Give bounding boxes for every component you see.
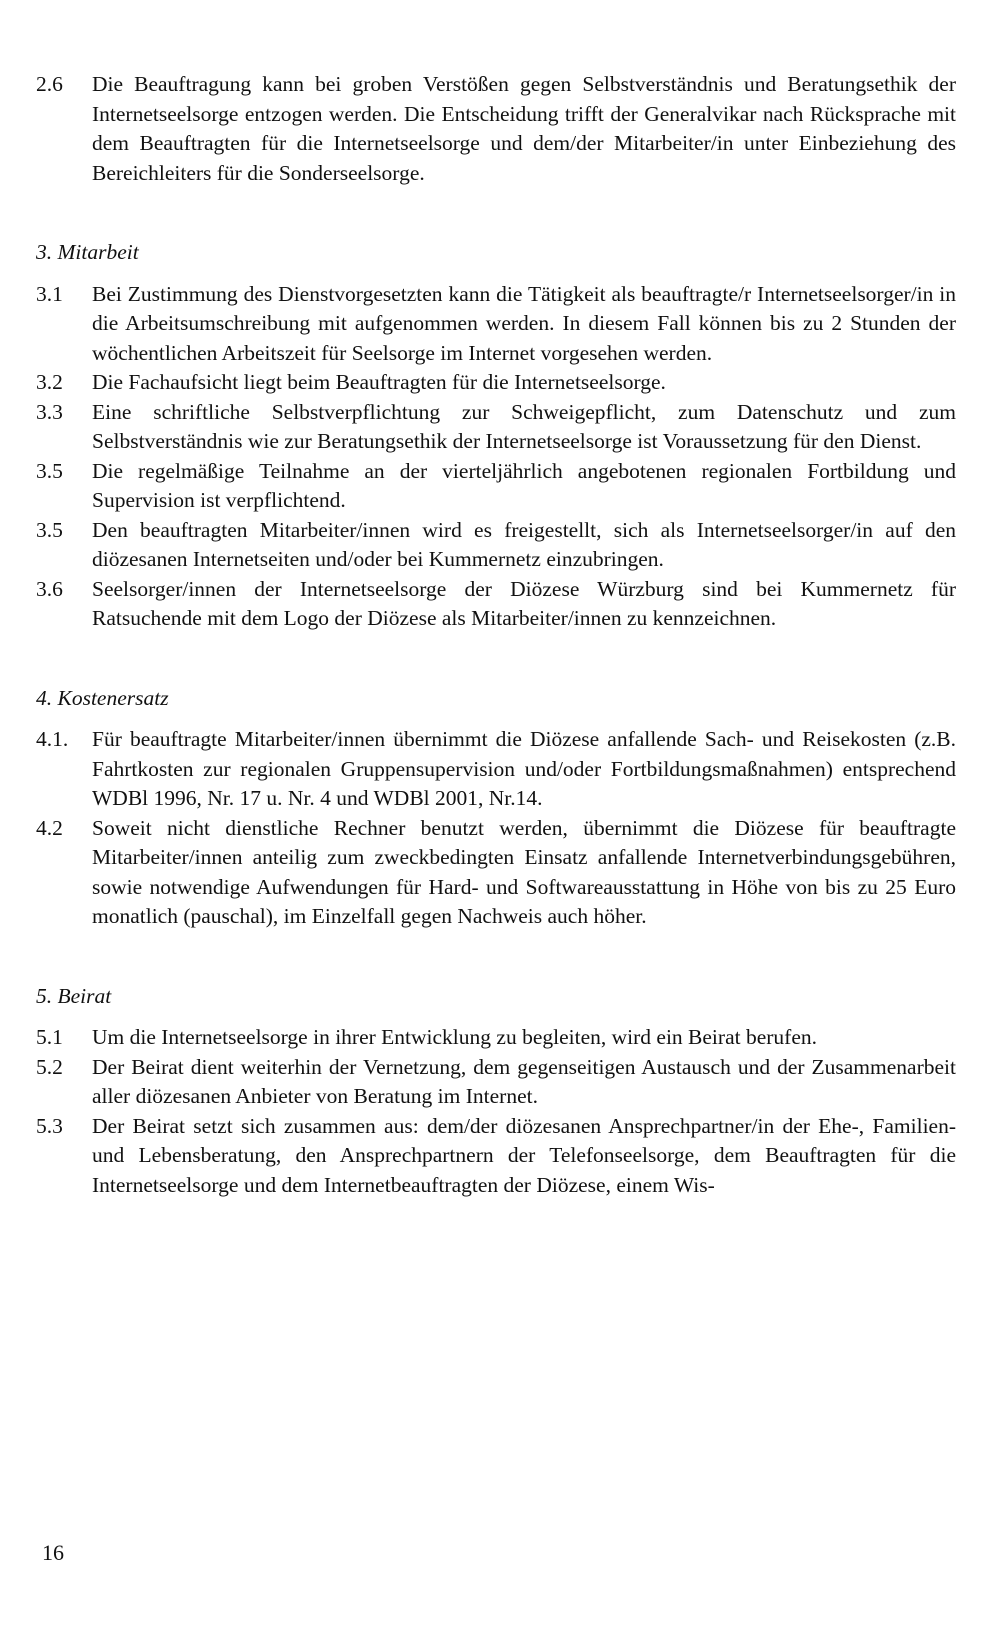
paragraph-3-6	[36, 575, 956, 634]
paragraph-number: 5.3	[36, 1113, 63, 1138]
paragraph-number: 4.1.	[36, 727, 69, 751]
paragraph-text: Für beauftragte Mitarbeiter/innen übernimmt die Diözese anfallende Sach- und Reisekosten (z.B. Fahrtkosten zur regionalen Gruppensupervision und/oder Fortbildungsmaßnahmen) entsprechend WDBl 1996, Nr. 17 u. Nr. 4 und WDBl 2001, Nr.14.	[92, 727, 956, 810]
paragraph-number: 5.1	[36, 1025, 63, 1049]
page-number: 16	[42, 1540, 64, 1565]
paragraph-3-1	[36, 280, 956, 369]
paragraph-5-3	[36, 1112, 956, 1201]
section-mitarbeit	[36, 238, 956, 634]
paragraph-number: 3.5	[36, 458, 63, 483]
paragraph-text: Die Fachaufsicht liegt beim Beauftragten für die Internetseelsorge.	[92, 370, 666, 394]
paragraph-text: Die regelmäßige Teilnahme an der vierteljährlich angebotenen regionalen Fortbildung und Supervision ist verpflichtend.	[92, 458, 956, 512]
paragraph-number: 3.6	[36, 576, 63, 601]
paragraph-4-2	[36, 814, 956, 932]
section-heading: 5. Beirat	[36, 983, 112, 1008]
paragraph-text: Der Beirat dient weiterhin der Vernetzung, dem gegenseitigen Austausch und der Zusammenarbeit aller diözesanen Anbieter von Beratung im Internet.	[92, 1054, 956, 1108]
paragraph-3-5-a	[36, 457, 956, 516]
paragraph-3-3	[36, 398, 956, 457]
paragraph-number: 3.3	[36, 399, 63, 424]
paragraph-text: Um die Internetseelsorge in ihrer Entwicklung zu begleiten, wird ein Beirat berufen.	[92, 1025, 817, 1049]
paragraph-4-1	[36, 725, 956, 814]
paragraph-3-2	[36, 368, 956, 398]
document-page	[36, 70, 956, 1200]
paragraph-text: Die Beauftragung kann bei groben Verstößen gegen Selbstverständnis und Beratungsethik der Internetseelsorge entzogen werden. Die Entscheidung trifft der Generalvikar nach Rücksprache mit dem Beauftragten für die Internetseelsorge und dem/der Mitarbeiter/in unter Einbeziehung des Bereichleiters für die Sonderseelsorge.	[92, 72, 956, 185]
paragraph-3-5-b	[36, 516, 956, 575]
section-heading: 4. Kostenersatz	[36, 685, 169, 710]
paragraph-number: 3.5	[36, 517, 63, 542]
paragraph-text: Eine schriftliche Selbstverpflichtung zur Schweigepflicht, zum Datenschutz und zum Selbstverständnis wie zur Beratungsethik der Internetseelsorge ist Voraussetzung für den Dienst.	[92, 399, 956, 453]
paragraph-number: 3.2	[36, 370, 63, 394]
paragraph-2-6	[36, 70, 956, 188]
paragraph-number: 5.2	[36, 1054, 63, 1079]
paragraph-text: Soweit nicht dienstliche Rechner benutzt werden, übernimmt die Diözese für beauftragte Mitarbeiter/innen anteilig zum zweckbedingten Einsatz anfallende Internetverbindungsgebühren, sowie notwendige Aufwendungen für Hard- und Softwareausstattung in Höhe von bis zu 25 Euro monatlich (pauschal), im Einzelfall gegen Nachweis auch höher.	[92, 815, 956, 928]
paragraph-text: Seelsorger/innen der Internetseelsorge der Diözese Würzburg sind bei Kummernetz für Ratsuchende mit dem Logo der Diözese als Mitarbeiter/innen zu kennzeichnen.	[92, 576, 956, 630]
section-2-continuation	[36, 70, 956, 188]
section-beirat	[36, 982, 956, 1201]
section-heading: 3. Mitarbeit	[36, 240, 139, 264]
paragraph-text: Bei Zustimmung des Dienstvorgesetzten kann die Tätigkeit als beauftragte/r Internetseelsorger/in in die Arbeitsumschreibung mit aufgenommen werden. In diesem Fall können bis zu 2 Stunden der wöchentlichen Arbeitszeit für Seelsorge im Internet vorgesehen werden.	[92, 281, 956, 365]
section-kostenersatz	[36, 684, 956, 932]
paragraph-5-2	[36, 1053, 956, 1112]
paragraph-number: 4.2	[36, 815, 63, 840]
paragraph-number: 2.6	[36, 72, 63, 96]
paragraph-5-1	[36, 1023, 956, 1053]
paragraph-text: Den beauftragten Mitarbeiter/innen wird es freigestellt, sich als Internetseelsorger/in auf den diözesanen Internetseiten und/oder bei Kummernetz einzubringen.	[92, 517, 956, 571]
paragraph-text: Der Beirat setzt sich zusammen aus: dem/der diözesanen Ansprechpartner/in der Ehe-, Familien- und Lebensberatung, den Ansprechpartnern der Telefonseelsorge, dem Beauftragten für die Internetseelsorge und dem Internetbeauftragten der Diözese, einem Wis-	[92, 1113, 956, 1197]
paragraph-number: 3.1	[36, 281, 63, 306]
